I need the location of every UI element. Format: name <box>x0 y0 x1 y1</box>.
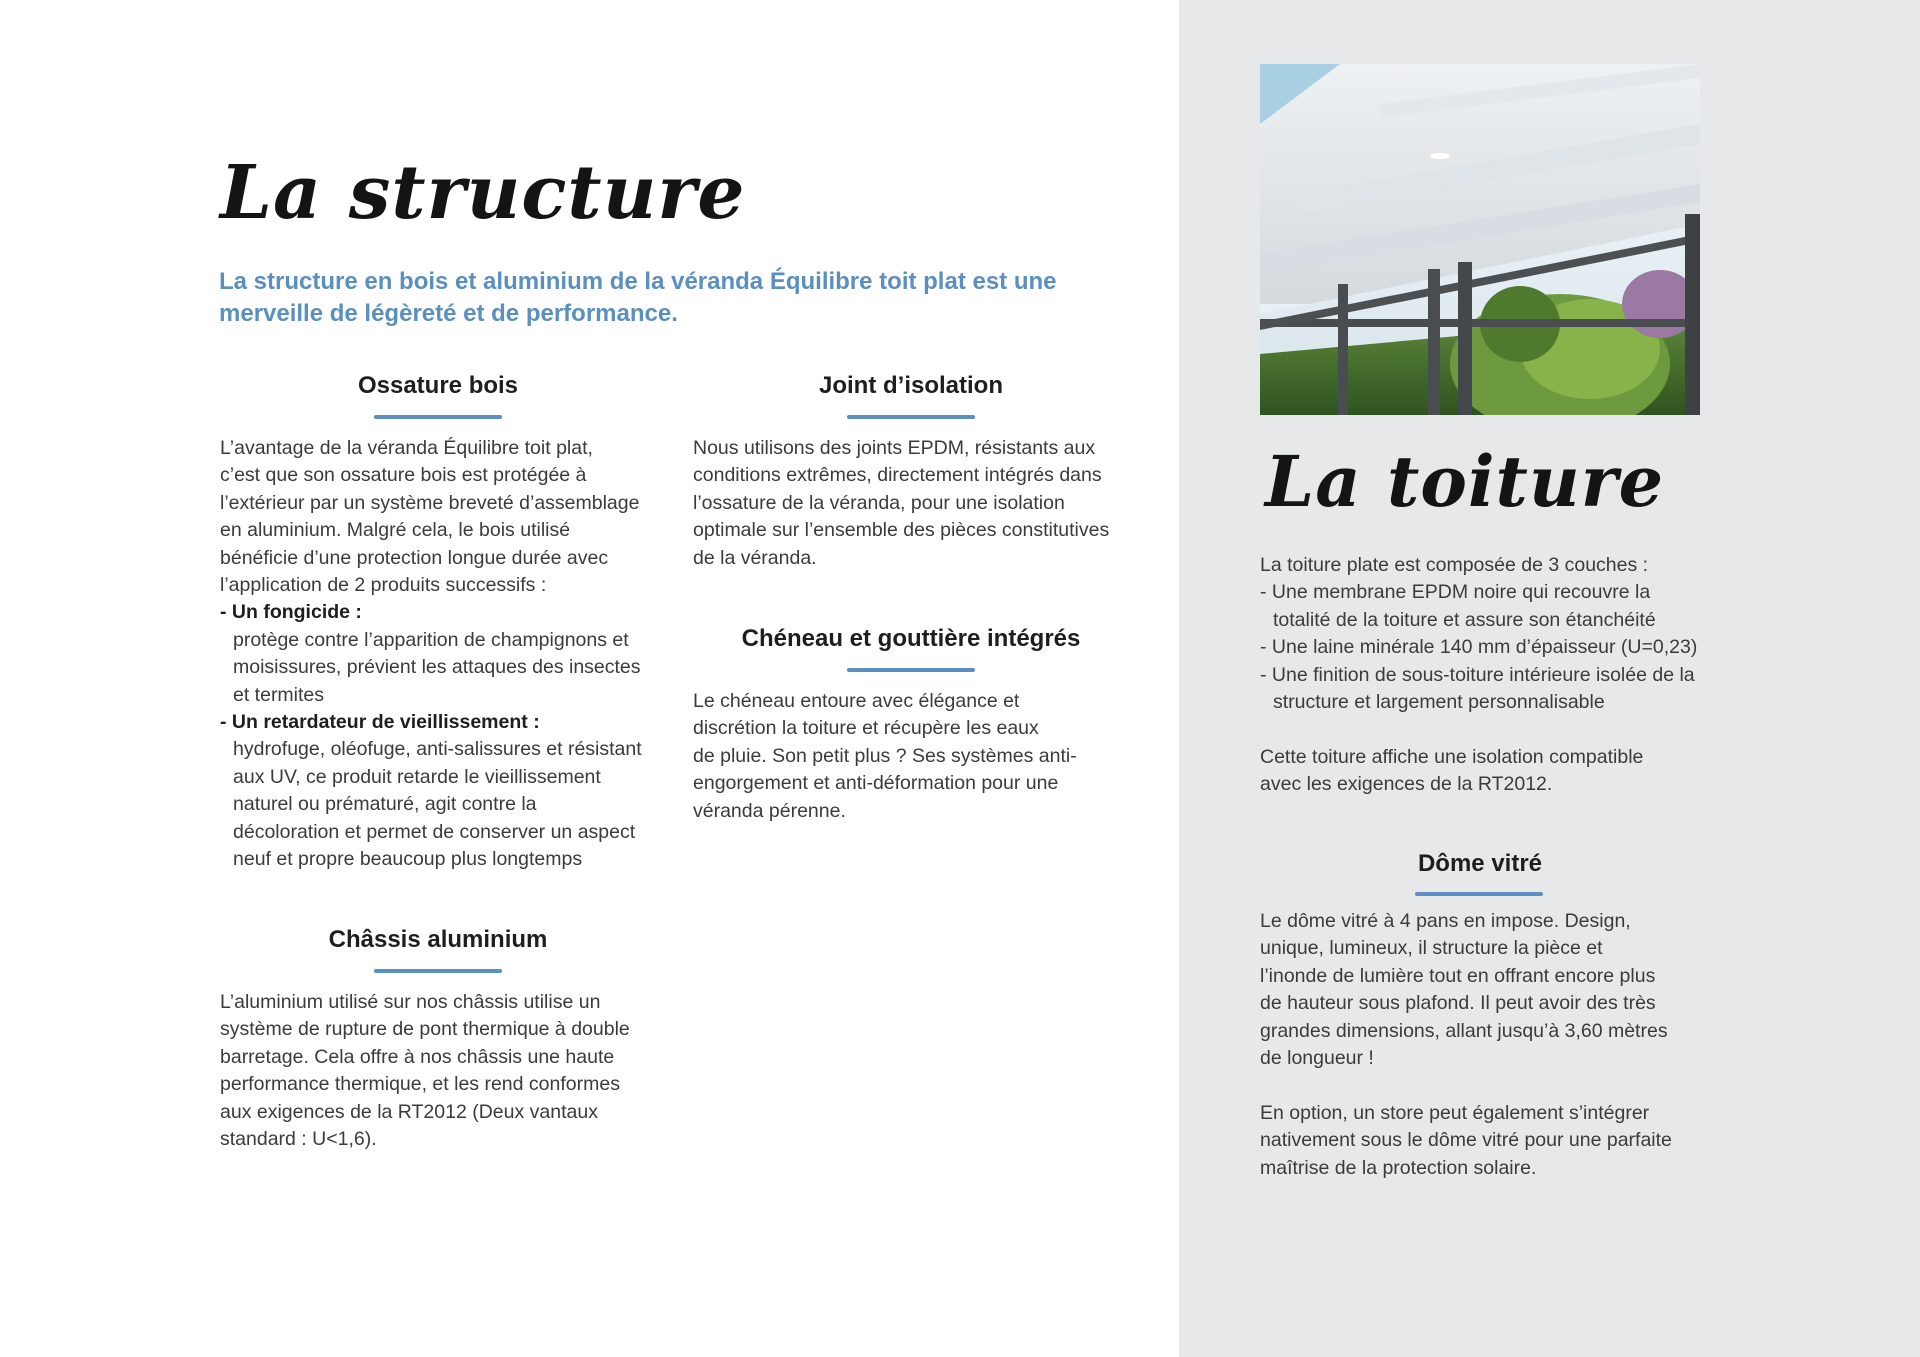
toiture-title: La toiture <box>1265 440 1665 523</box>
joint-line: l’ossature de la véranda, pour une isolation <box>693 491 1065 514</box>
toiture-intro: La toiture plate est composée de 3 couches : <box>1260 554 1649 576</box>
retardateur-line: naturel ou prématuré, agit contre la <box>233 793 537 816</box>
cheneau-line: véranda pérenne. <box>693 799 846 822</box>
toiture-layer-3: - Une finition de sous-toiture intérieure isolée de la <box>1260 663 1695 686</box>
dome-line: l’inonde de lumière tout en offrant encore plus <box>1260 964 1656 987</box>
ossature-heading: Ossature bois <box>357 372 519 399</box>
veranda-photo <box>1260 64 1700 415</box>
dome-option-line: maîtrise de la protection solaire. <box>1260 1156 1537 1179</box>
toiture-layer-2: - Une laine minérale 140 mm d’épaisseur (U=0,23) <box>1260 636 1698 659</box>
cheneau-line: discrétion la toiture et récupère les eaux <box>693 717 1039 740</box>
veranda-photo-illustration <box>1260 64 1700 415</box>
fongicide-line: moisissures, prévient les attaques des insectes <box>233 656 641 679</box>
structure-title: La structure <box>220 150 746 236</box>
ossature-line: L’avantage de la véranda Équilibre toit plat, <box>220 437 593 459</box>
joint-text <box>693 435 1153 572</box>
retardateur-line: hydrofuge, oléofuge, anti-salissures et résistant <box>233 738 642 761</box>
cheneau-line: de pluie. Son petit plus ? Ses systèmes anti- <box>693 744 1077 767</box>
dome-line: de longueur ! <box>1260 1047 1374 1070</box>
dome-line: Le dôme vitré à 4 pans en impose. Design, <box>1260 910 1631 932</box>
toiture-rt-line: avec les exigences de la RT2012. <box>1260 773 1553 796</box>
chassis-line: standard : U<1,6). <box>220 1128 377 1151</box>
structure-lead: La structure en bois et aluminium de la véranda Équilibre toit plat est une merveille de légèreté et de performance. <box>219 268 1057 327</box>
cheneau-underline <box>847 668 975 672</box>
toiture-layer-3-cont: structure et largement personnalisable <box>1273 691 1605 714</box>
toiture-rt-line: Cette toiture affiche une isolation compatible <box>1260 745 1644 768</box>
ossature-text <box>220 435 680 874</box>
chassis-line: performance thermique, et les rend conformes <box>220 1073 620 1096</box>
retardateur-title: - Un retardateur de vieillissement : <box>220 711 540 734</box>
chassis-line: barretage. Cela offre à nos châssis une haute <box>220 1045 615 1068</box>
ossature-underline <box>374 415 502 419</box>
dome-text <box>1260 908 1700 1182</box>
chassis-underline <box>374 969 502 973</box>
chassis-text <box>220 989 680 1153</box>
fongicide-title: - Un fongicide : <box>220 601 362 624</box>
joint-line: conditions extrêmes, directement intégrés dans <box>693 464 1102 487</box>
toiture-layer-1: - Une membrane EPDM noire qui recouvre la <box>1260 581 1651 604</box>
joint-line: de la véranda. <box>693 546 817 569</box>
joint-underline <box>847 415 975 419</box>
cheneau-heading: Chéneau et gouttière intégrés <box>741 625 1081 652</box>
dome-line: grandes dimensions, allant jusqu’à 3,60 mètres <box>1260 1019 1668 1042</box>
dome-line: unique, lumineux, il structure la pièce et <box>1260 937 1603 960</box>
dome-option-line: En option, un store peut également s’intégrer <box>1260 1101 1650 1124</box>
retardateur-line: aux UV, ce produit retarde le vieillissement <box>233 765 601 788</box>
ossature-line: l’extérieur par un système breveté d’assemblage <box>220 491 640 514</box>
joint-line: Nous utilisons des joints EPDM, résistants aux <box>693 437 1096 459</box>
chassis-line: L’aluminium utilisé sur nos châssis utilise un <box>220 991 601 1013</box>
toiture-layer-1-cont: totalité de la toiture et assure son étanchéité <box>1273 608 1656 631</box>
ossature-line: c’est que son ossature bois est protégée à <box>220 464 587 487</box>
ossature-line: en aluminium. Malgré cela, le bois utilisé <box>220 519 571 542</box>
cheneau-text <box>693 688 1153 825</box>
retardateur-line: décoloration et permet de conserver un aspect <box>233 820 636 843</box>
dome-line: de hauteur sous plafond. Il peut avoir des très <box>1260 992 1656 1015</box>
chassis-line: aux exigences de la RT2012 (Deux vantaux <box>220 1100 598 1123</box>
dome-option-line: nativement sous le dôme vitré pour une parfaite <box>1260 1129 1672 1152</box>
joint-line: optimale sur l’ensemble des pièces constitutives <box>693 519 1110 542</box>
cheneau-line: engorgement et anti-déformation pour une <box>693 772 1059 795</box>
chassis-heading: Châssis aluminium <box>328 926 548 953</box>
ossature-line: l’application de 2 produits successifs : <box>220 574 547 597</box>
joint-heading: Joint d’isolation <box>819 372 1003 399</box>
retardateur-line: neuf et propre beaucoup plus longtemps <box>233 848 583 871</box>
dome-underline <box>1415 892 1543 896</box>
cheneau-line: Le chéneau entoure avec élégance et <box>693 690 1020 712</box>
dome-heading: Dôme vitré <box>1417 850 1543 877</box>
fongicide-line: protège contre l’apparition de champignons et <box>233 628 629 651</box>
chassis-line: système de rupture de pont thermique à double <box>220 1018 630 1041</box>
toiture-text <box>1260 552 1700 799</box>
ossature-line: bénéficie d’une protection longue durée avec <box>220 546 609 569</box>
fongicide-line: et termites <box>233 683 325 706</box>
